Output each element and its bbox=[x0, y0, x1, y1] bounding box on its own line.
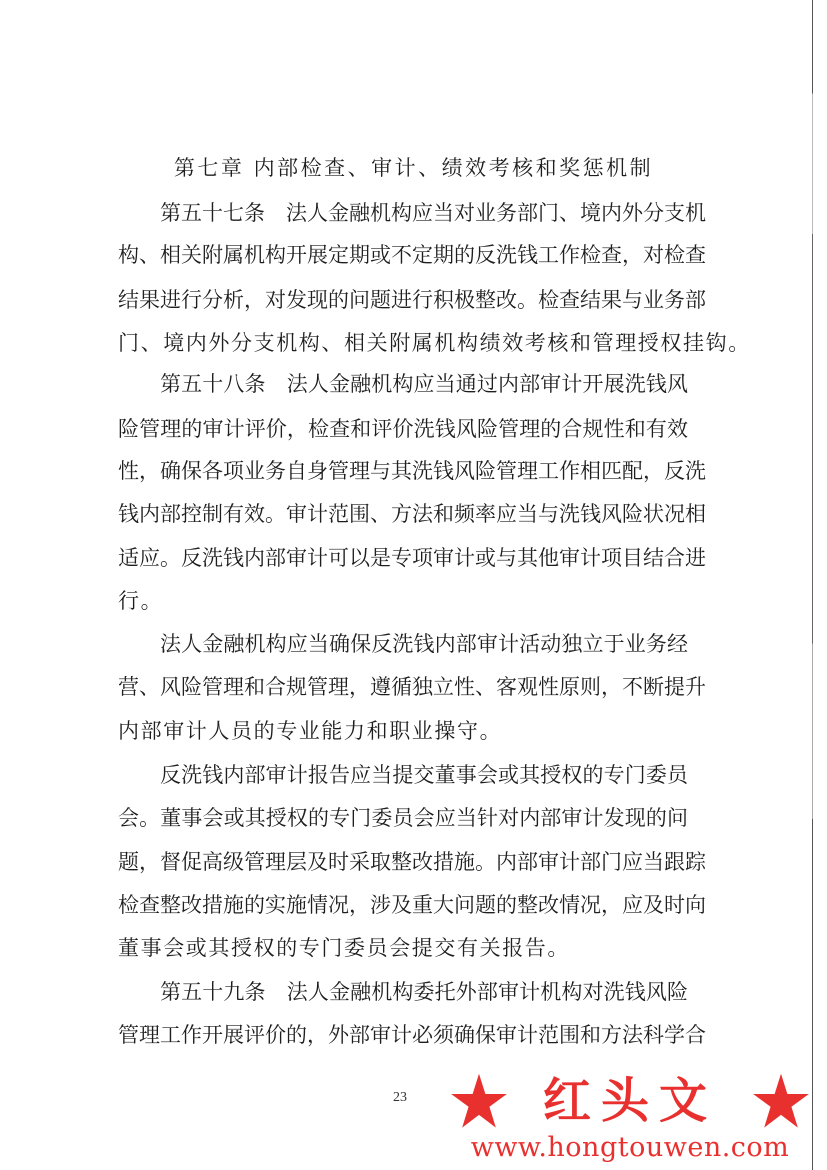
text-line: 门、境内外分支机构、相关附属机构绩效考核和管理授权挂钩。 bbox=[118, 331, 751, 355]
watermark bbox=[450, 1066, 810, 1136]
paragraph-first-line: 法人金融机构应当确保反洗钱内部审计活动独立于业务经 bbox=[160, 632, 688, 656]
paragraph-first-line: 反洗钱内部审计报告应当提交董事会或其授权的专门委员 bbox=[160, 763, 688, 787]
text-line: 行。 bbox=[118, 589, 164, 613]
text-line: 检查整改措施的实施情况，涉及重大问题的整改情况，应及时向 bbox=[118, 893, 706, 917]
text-line: 题，督促高级管理层及时采取整改措施。内部审计部门应当跟踪 bbox=[118, 850, 706, 874]
text-line: 会。董事会或其授权的专门委员会应当针对内部审计发现的问 bbox=[118, 806, 688, 830]
text-line: 险管理的审计评价，检查和评价洗钱风险管理的合规性和有效 bbox=[118, 417, 688, 441]
watermark-url[interactable]: www.hongtouwen.com bbox=[470, 1132, 790, 1163]
text-line: 董事会或其授权的专门委员会提交有关报告。 bbox=[118, 936, 570, 960]
watermark-text: 红头文 bbox=[542, 1073, 717, 1129]
text-line: 性，确保各项业务自身管理与其洗钱风险管理工作相匹配，反洗 bbox=[118, 459, 706, 483]
chapter-title: 第七章 内部检查、审计、绩效考核和奖惩机制 bbox=[173, 156, 654, 180]
paragraph-first-line: 第五十八条 法人金融机构应当通过内部审计开展洗钱风 bbox=[160, 372, 688, 396]
text-line: 内部审计人员的专业能力和职业操守。 bbox=[118, 719, 503, 743]
paragraph-first-line: 第五十九条 法人金融机构委托外部审计机构对洗钱风险 bbox=[160, 980, 688, 1004]
paragraph-first-line: 第五十七条 法人金融机构应当对业务部门、境内外分支机 bbox=[160, 201, 706, 225]
text-line: 管理工作开展评价的，外部审计必须确保审计范围和方法科学合 bbox=[118, 1023, 706, 1047]
text-line: 适应。反洗钱内部审计可以是专项审计或与其他审计项目结合进 bbox=[118, 546, 706, 570]
star-icon bbox=[752, 1072, 810, 1130]
text-line: 构、相关附属机构开展定期或不定期的反洗钱工作检查，对检查 bbox=[118, 243, 706, 267]
page-number: 23 bbox=[393, 1090, 407, 1105]
text-line: 钱内部控制有效。审计范围、方法和频率应当与洗钱风险状况相 bbox=[118, 502, 706, 526]
text-line: 结果进行分析，对发现的问题进行积极整改。检查结果与业务部 bbox=[118, 288, 706, 312]
text-line: 营、风险管理和合规管理，遵循独立性、客观性原则，不断提升 bbox=[118, 675, 706, 699]
star-icon bbox=[450, 1072, 508, 1130]
